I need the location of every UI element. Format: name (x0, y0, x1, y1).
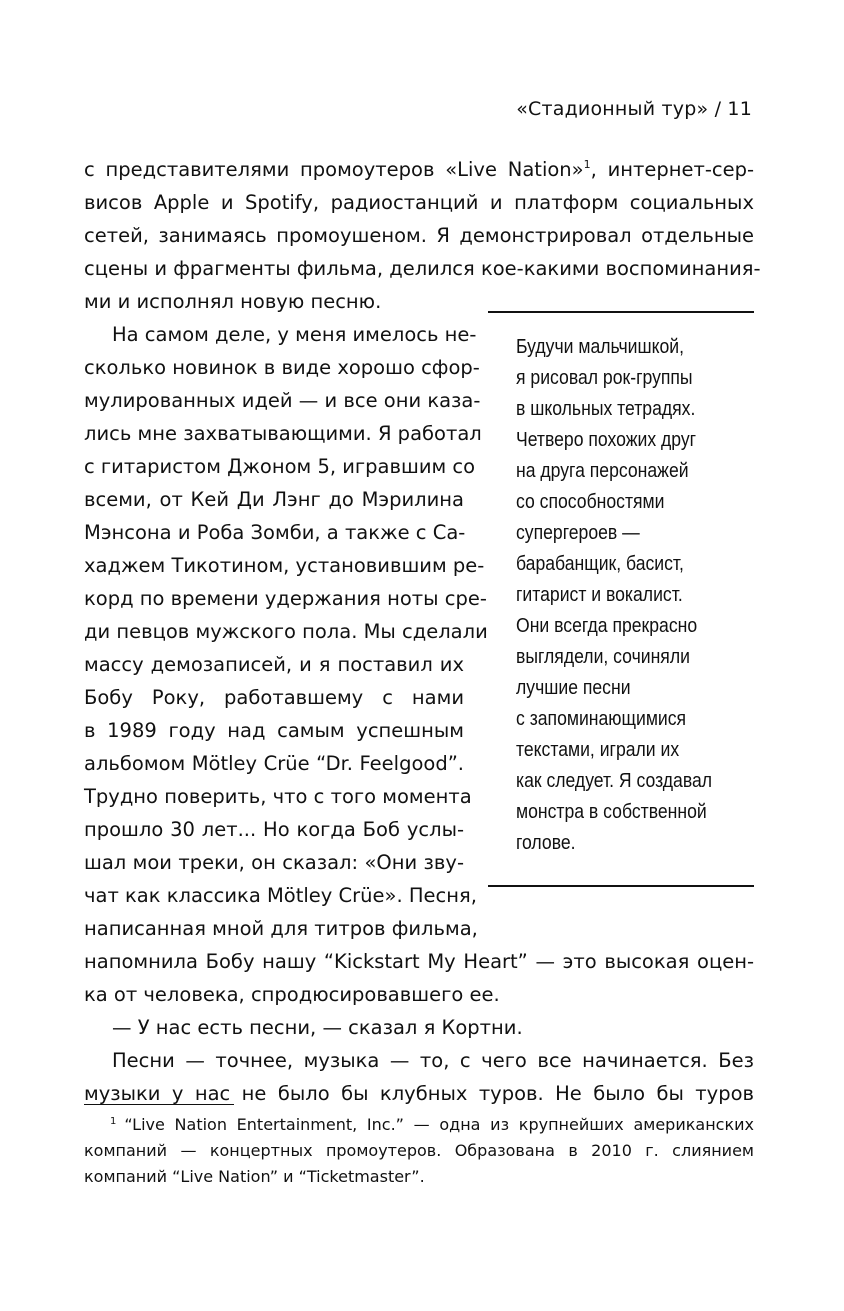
body-line: ми и исполнял новую песню. (84, 290, 382, 313)
body-line: прошло 30 лет... Но когда Боб услы- (84, 818, 464, 841)
pullquote-line: я рисовал рок-группы (516, 367, 693, 389)
body-line: ка от человека, спродюсировавшего ее. (84, 983, 500, 1006)
pullquote-line: лучшие песни (516, 677, 631, 699)
pullquote-line: голове. (516, 832, 576, 854)
pullquote-line: Четверо похожих друг (516, 429, 697, 451)
body-line: мулированных идей — и все они каза- (84, 389, 481, 412)
pullquote-line: со способностями (516, 491, 665, 513)
body-line: Трудно поверить, что с того момента (84, 785, 472, 808)
body-line: напомнила Бобу нашу “Kickstart My Heart” — это высокая оцен- (84, 950, 754, 973)
pullquote-line: монстра в собственной (516, 801, 707, 823)
body-line: написанная мной для титров фильма, (84, 917, 478, 940)
body-line: Песни — точнее, музыка — то, с чего все начинается. Без (112, 1049, 754, 1072)
body-line: музыки у нас не было бы клубных туров. Не было бы туров (84, 1082, 754, 1105)
body-line: сцены и фрагменты фильма, делился кое-какими воспоминания- (84, 257, 761, 280)
body-line: сетей, занимаясь промоушеном. Я демонстрировал отдельные (84, 224, 754, 247)
body-line: чат как классика Mötley Crüe». Песня, (84, 884, 477, 907)
body-line: На самом деле, у меня имелось не- (112, 323, 477, 346)
body-line: сколько новинок в виде хорошо сфор- (84, 356, 480, 379)
body-line: корд по времени удержания ноты сре- (84, 587, 487, 610)
body-line: Бобу Року, работавшему с нами (84, 686, 464, 709)
pullquote-line: как следует. Я создавал (516, 770, 713, 792)
pullquote-line: на друга персонажей (516, 460, 689, 482)
pullquote-line: выглядели, сочиняли (516, 646, 690, 668)
body-line: висов Apple и Spotify, радиостанций и платформ социальных (84, 191, 754, 214)
pullquote-line: Будучи мальчишкой, (516, 336, 685, 358)
pullquote-line: текстами, играли их (516, 739, 680, 761)
pullquote-top-rule (488, 311, 754, 313)
pullquote-line: гитарист и вокалист. (516, 584, 683, 606)
body-line: Мэнсона и Роба Зомби, а также с Са- (84, 521, 466, 544)
body-line: шал мои треки, он сказал: «Они зву- (84, 851, 464, 874)
body-line: массу демозаписей, и я поставил их (84, 653, 464, 676)
pullquote-bottom-rule (488, 885, 754, 887)
body-line: с представителями промоутеров «Live Nation»$^1$, интернет-сер- (84, 158, 755, 181)
pullquote-line: с запоминающимися (516, 708, 687, 730)
running-head: «Стадионный тур» / 11 (516, 98, 752, 120)
footnote-line: компаний “Live Nation” и “Ticketmaster”. (84, 1167, 425, 1186)
pullquote-line: супергероев — (516, 522, 640, 544)
body-line: всеми, от Кей Ди Лэнг до Мэрилина (84, 488, 464, 511)
body-line: в 1989 году над самым успешным (84, 719, 464, 742)
footnote-rule (84, 1104, 234, 1105)
footnote-reference[interactable]: 1 (583, 158, 591, 171)
pullquote-line: в школьных тетрадях. (516, 398, 696, 420)
footnote-mark: 1 (110, 1116, 117, 1127)
body-line: — У нас есть песни, — сказал я Кортни. (112, 1016, 523, 1039)
body-line: хаджем Тикотином, установившим ре- (84, 554, 485, 577)
footnote-line: компаний — концертных промоутеров. Образована в 2010 г. слиянием (84, 1141, 754, 1160)
pullquote-line: Они всегда прекрасно (516, 615, 698, 637)
body-line: альбомом Mötley Crüe “Dr. Feelgood”. (84, 752, 464, 775)
body-line: лись мне захватывающими. Я работал (84, 422, 482, 445)
footnote-line: $^1$ “Live Nation Entertainment, Inc.” — одна из крупнейших американских (110, 1115, 754, 1134)
body-line: с гитаристом Джоном 5, игравшим со (84, 455, 476, 478)
body-line: ди певцов мужского пола. Мы сделали (84, 620, 488, 643)
pullquote-line: барабанщик, басист, (516, 553, 684, 575)
